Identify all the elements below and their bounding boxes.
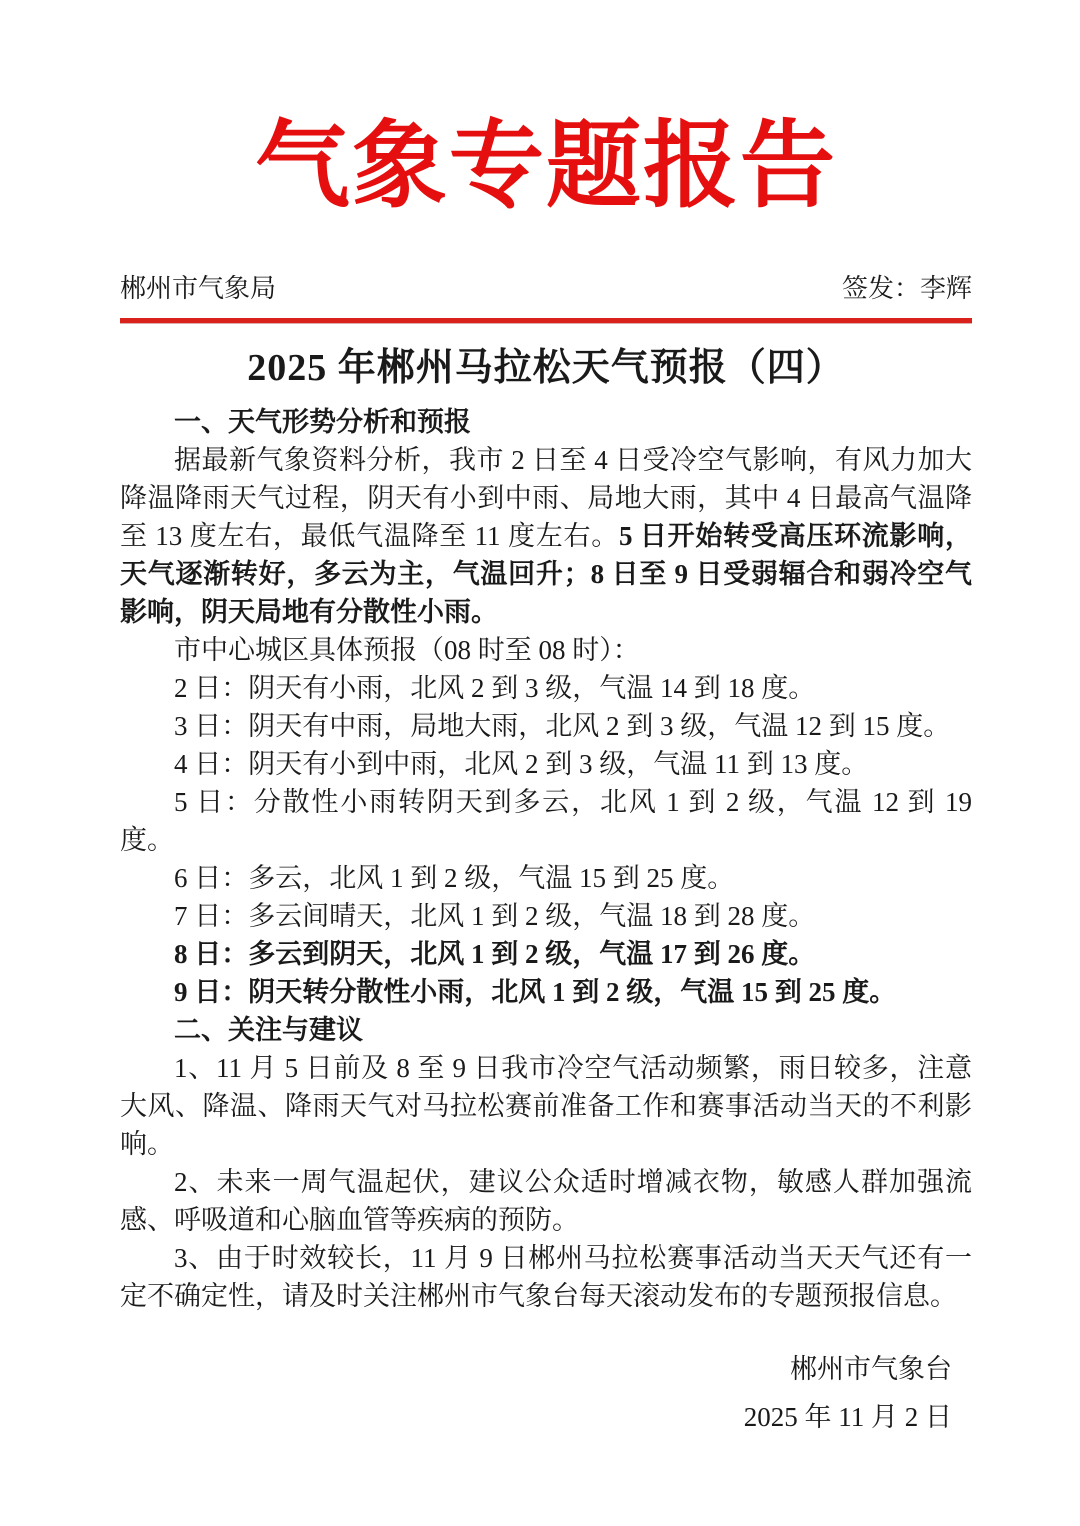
document-footer <box>120 1345 972 1441</box>
signer-label: 签发：李辉 <box>841 274 972 303</box>
suggestion-item-2: 2、未来一周气温起伏，建议公众适时增减衣物，敏感人群加强流感、呼吸道和心脑血管等疾病的预防。 <box>120 1167 972 1235</box>
document-header <box>120 272 972 306</box>
forecast-day-4: 4 日：阴天有小到中雨，北风 2 到 3 级，气温 11 到 13 度。 <box>174 749 869 779</box>
forecast-day-6: 6 日：多云，北风 1 到 2 级，气温 15 到 25 度。 <box>174 863 735 893</box>
footer-date: 2025 年 11 月 2 日 <box>743 1402 952 1432</box>
analysis-paragraph <box>120 441 972 631</box>
forecast-day-2: 2 日：阴天有小雨，北风 2 到 3 级，气温 14 到 18 度。 <box>174 673 816 703</box>
suggestion-item-3: 3、由于时效较长，11 月 9 日郴州马拉松赛事活动当天天气还有一定不确定性，请及时关注郴州市气象台每天滚动发布的专题预报信息。 <box>120 1243 972 1311</box>
document-title: 2025 年郴州马拉松天气预报（四） <box>247 347 845 389</box>
document-body <box>120 403 972 1315</box>
section-2-heading: 二、关注与建议 <box>174 1015 363 1045</box>
footer-org: 郴州市气象台 <box>790 1354 952 1384</box>
forecast-day-7: 7 日：多云间晴天，北风 1 到 2 级，气温 18 到 28 度。 <box>174 901 816 931</box>
issuing-org: 郴州市气象局 <box>120 274 277 303</box>
forecast-day-3: 3 日：阴天有中雨，局地大雨，北风 2 到 3 级，气温 12 到 15 度。 <box>174 711 951 741</box>
forecast-intro: 市中心城区具体预报（08 时至 08 时）： <box>174 635 640 665</box>
forecast-day-9: 9 日：阴天转分散性小雨，北风 1 到 2 级，气温 15 到 25 度。 <box>174 977 897 1007</box>
red-divider-rule <box>120 318 972 323</box>
suggestion-item-1: 1、11 月 5 日前及 8 至 9 日我市冷空气活动频繁，雨日较多，注意大风、降温、降雨天气对马拉松赛前准备工作和赛事活动当天的不利影响。 <box>120 1053 972 1159</box>
forecast-day-5: 5 日：分散性小雨转阴天到多云，北风 1 到 2 级，气温 12 到 19 度。 <box>120 787 972 855</box>
section-1-heading: 一、天气形势分析和预报 <box>174 407 471 437</box>
analysis-text-normal: 据最新气象资料分析，我市 2 日至 4 日受冷空气影响，有风力加大降温降雨天气过程，阴天有小到中雨、局地大雨，其中 4 日最高气温降至 13 度左右，最低气温降至 11 度左右。 <box>120 445 972 551</box>
analysis-text-bold: 5 日开始转受高压环流影响，天气逐渐转好，多云为主，气温回升；8 日至 9 日受弱辐合和弱冷空气影响，阴天局地有分散性小雨。 <box>120 521 973 627</box>
forecast-day-8: 8 日：多云到阴天，北风 1 到 2 级，气温 17 到 26 度。 <box>174 939 816 969</box>
report-banner-title: 气象专题报告 <box>254 113 837 219</box>
